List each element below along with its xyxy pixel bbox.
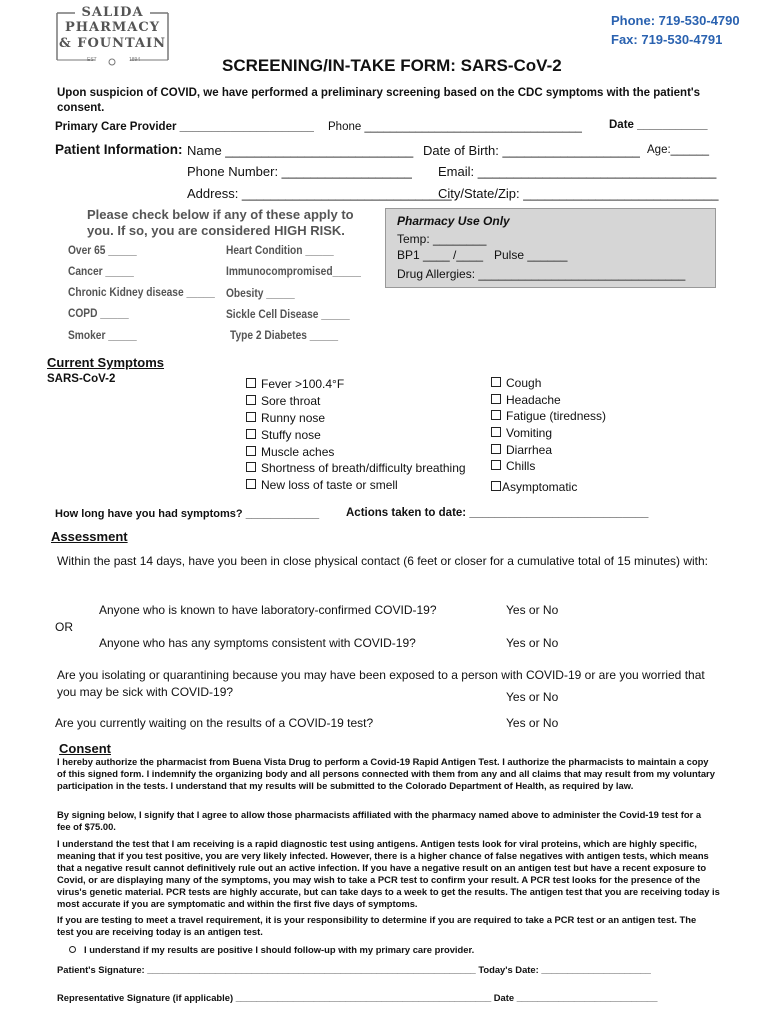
symptom-headache[interactable]: Headache	[491, 393, 561, 407]
temp-field[interactable]: Temp: ________	[397, 232, 487, 246]
answer-isolating[interactable]: Yes or No	[506, 690, 559, 704]
high-risk-heading-2: you. If so, you are considered HIGH RISK.	[87, 223, 345, 238]
antigen-test-explanation: I understand the test that I am receiving is a rapid diagnostic test using antigens. Antigen tests look for viral proteins, which are highly specific, meaning that if you test positive, you are very likely infected. However, there is a higher chance of false negatives with antigen tests, which means that a negative result cannot definitively rule out an active infection. If you have a negative result on an antigen test but have a recent exposure to Covid, or are displaying many of the symptoms, you may wish to take a PCR test to confirm your result. A PCR test looks for the presence of the virus's genetic material. PCR tests are highly accurate, but can take days to a week to get the results. The antigen test that you are receiving today is most accurate if you are symptomatic and within the first five days of symptoms.	[57, 838, 720, 909]
address-field[interactable]: Address: _____________________________	[187, 186, 452, 201]
pharmacy-logo	[55, 6, 170, 66]
risk-sickle-cell[interactable]: Sickle Cell Disease _____	[226, 307, 350, 321]
primary-care-provider-field[interactable]: Primary Care Provider _____________________	[55, 121, 314, 133]
question-confirmed-contact: Anyone who is known to have laboratory-confirmed COVID-19?	[99, 603, 437, 617]
age-field[interactable]: Age:______	[647, 144, 710, 156]
question-symptomatic-contact: Anyone who has any symptoms consistent with COVID-19?	[99, 636, 416, 650]
checkbox-icon[interactable]	[491, 394, 501, 404]
checkbox-icon[interactable]	[491, 427, 501, 437]
drug-allergies-field[interactable]: Drug Allergies: _______________________________	[397, 267, 686, 281]
symptom-shortness-of-breath[interactable]: Shortness of breath/difficulty breathing	[246, 461, 466, 475]
pulse-field[interactable]: Pulse ______	[494, 248, 568, 262]
actions-taken-field[interactable]: Actions taken to date: ____________________________	[346, 507, 649, 519]
risk-immunocompromised[interactable]: Immunocompromised_____	[226, 264, 361, 278]
or-label: OR	[55, 620, 73, 634]
current-symptoms-heading: Current Symptoms	[47, 355, 165, 370]
provider-phone-field[interactable]: Phone __________________________________	[328, 121, 582, 133]
answer-awaiting-results[interactable]: Yes or No	[506, 716, 559, 730]
consent-authorization-text: I hereby authorize the pharmacist from Buena Vista Drug to perform a Covid-19 Rapid Antigen Test. I authorize the pharmacists to maintain a copy of this signed form. I indemnify the organizing body and all persons connected with them from any and all claims that may result from my voluntary participation in the tests. I understand that my results will be submitted to the Colorado Department of Health, as required by law.	[57, 756, 715, 791]
checkbox-icon[interactable]	[491, 444, 501, 454]
checkbox-icon[interactable]	[246, 412, 256, 422]
assessment-heading: Assessment	[51, 529, 128, 544]
risk-obesity[interactable]: Obesity _____	[226, 286, 295, 300]
bullet-circle-icon	[69, 946, 76, 953]
symptom-vomiting[interactable]: Vomiting	[491, 426, 552, 440]
checkbox-icon[interactable]	[246, 429, 256, 439]
risk-over-65[interactable]: Over 65 _____	[68, 243, 137, 257]
sars-cov-2-label: SARS-CoV-2	[47, 373, 116, 385]
follow-up-acknowledgement[interactable]: I understand if my results are positive I should follow-up with my primary care provider.	[69, 944, 474, 956]
risk-type-2-diabetes[interactable]: Type 2 Diabetes _____	[230, 328, 339, 342]
consent-fee-text: By signing below, I signify that I agree to allow those pharmacists affiliated with the pharmacy named above to administer the Covid-19 test for a fee of $75.00.	[57, 809, 702, 832]
symptom-fever[interactable]: Fever >100.4°F	[246, 377, 344, 391]
question-awaiting-results: Are you currently waiting on the results of a COVID-19 test?	[55, 716, 374, 730]
patient-signature-line[interactable]: Patient's Signature: _______________________________________________________________ Today's Date: _____________________	[57, 964, 651, 975]
symptom-duration-field[interactable]: How long have you had symptoms? ____________	[55, 508, 320, 520]
answer-symptomatic-contact[interactable]: Yes or No	[506, 636, 559, 650]
pharmacy-use-title: Pharmacy Use Only	[397, 214, 510, 228]
high-risk-heading-1: Please check below if any of these apply to	[87, 207, 354, 222]
checkbox-icon[interactable]	[246, 395, 256, 405]
date-field[interactable]: Date ___________	[609, 119, 708, 131]
risk-copd[interactable]: COPD _____	[68, 306, 129, 320]
checkbox-icon[interactable]	[491, 410, 501, 420]
symptom-fatigue[interactable]: Fatigue (tiredness)	[491, 409, 606, 423]
symptom-stuffy-nose[interactable]: Stuffy nose	[246, 428, 321, 442]
travel-requirement-text: If you are testing to meet a travel requirement, it is your responsibility to determine if you are required to take a PCR test or an antigen test. The test you are receiving today is an antigen test.	[57, 914, 697, 937]
form-title: SCREENING/IN-TAKE FORM: SARS-CoV-2	[222, 56, 562, 75]
logo-line-1: SALIDA	[81, 5, 144, 20]
pharmacy-use-box	[385, 208, 716, 288]
phone-number: Phone: 719-530-4790	[611, 13, 740, 28]
question-isolating: Are you isolating or quarantining because you may have been exposed to a person with COVID-19 or are you worried that you may be sick with COVID-19?	[57, 668, 705, 699]
email-field[interactable]: Email: _________________________________	[438, 164, 717, 179]
intro-text: Upon suspicion of COVID, we have performed a preliminary screening based on the CDC symptoms with the patient's consent.	[57, 87, 701, 114]
checkbox-icon[interactable]	[246, 446, 256, 456]
logo-line-2: PHARMACY	[64, 20, 161, 35]
symptom-chills[interactable]: Chills	[491, 459, 535, 473]
symptom-sore-throat[interactable]: Sore throat	[246, 394, 320, 408]
symptom-asymptomatic[interactable]: Asymptomatic	[491, 480, 577, 494]
date-of-birth-field[interactable]: Date of Birth: ___________________	[423, 143, 640, 158]
symptom-diarrhea[interactable]: Diarrhea	[491, 443, 552, 457]
fax-number: Fax: 719-530-4791	[611, 32, 723, 47]
answer-confirmed-contact[interactable]: Yes or No	[506, 603, 559, 617]
consent-heading: Consent	[59, 741, 111, 756]
logo-est: EST	[87, 57, 97, 63]
checkbox-icon[interactable]	[246, 479, 256, 489]
checkbox-icon[interactable]	[246, 378, 256, 388]
checkbox-icon[interactable]	[491, 481, 501, 491]
phone-number-field[interactable]: Phone Number: __________________	[187, 164, 412, 179]
city-state-zip-field[interactable]: City/State/Zip: ___________________________	[438, 186, 719, 201]
symptom-cough[interactable]: Cough	[491, 376, 541, 390]
risk-cancer[interactable]: Cancer _____	[68, 264, 134, 278]
symptom-runny-nose[interactable]: Runny nose	[246, 411, 325, 425]
bp-field[interactable]: BP1 ____ /____	[397, 248, 484, 262]
patient-name-field[interactable]: Name __________________________	[187, 143, 414, 158]
symptom-muscle-aches[interactable]: Muscle aches	[246, 445, 334, 459]
patient-info-label: Patient Information:	[55, 142, 183, 157]
risk-smoker[interactable]: Smoker _____	[68, 328, 137, 342]
risk-heart-condition[interactable]: Heart Condition _____	[226, 243, 334, 257]
contact-question-intro: Within the past 14 days, have you been in close physical contact (6 feet or closer for a cumulative total of 15 minutes) with:	[57, 554, 708, 568]
logo-year: 1894	[129, 57, 141, 63]
checkbox-icon[interactable]	[491, 460, 501, 470]
representative-signature-line[interactable]: Representative Signature (if applicable) _________________________________________________ Date ___________________________	[57, 992, 658, 1003]
risk-chronic-kidney[interactable]: Chronic Kidney disease _____	[68, 285, 215, 299]
logo-line-3: & FOUNTAIN	[58, 36, 167, 51]
checkbox-icon[interactable]	[246, 462, 256, 472]
symptom-loss-of-taste[interactable]: New loss of taste or smell	[246, 478, 398, 492]
checkbox-icon[interactable]	[491, 377, 501, 387]
